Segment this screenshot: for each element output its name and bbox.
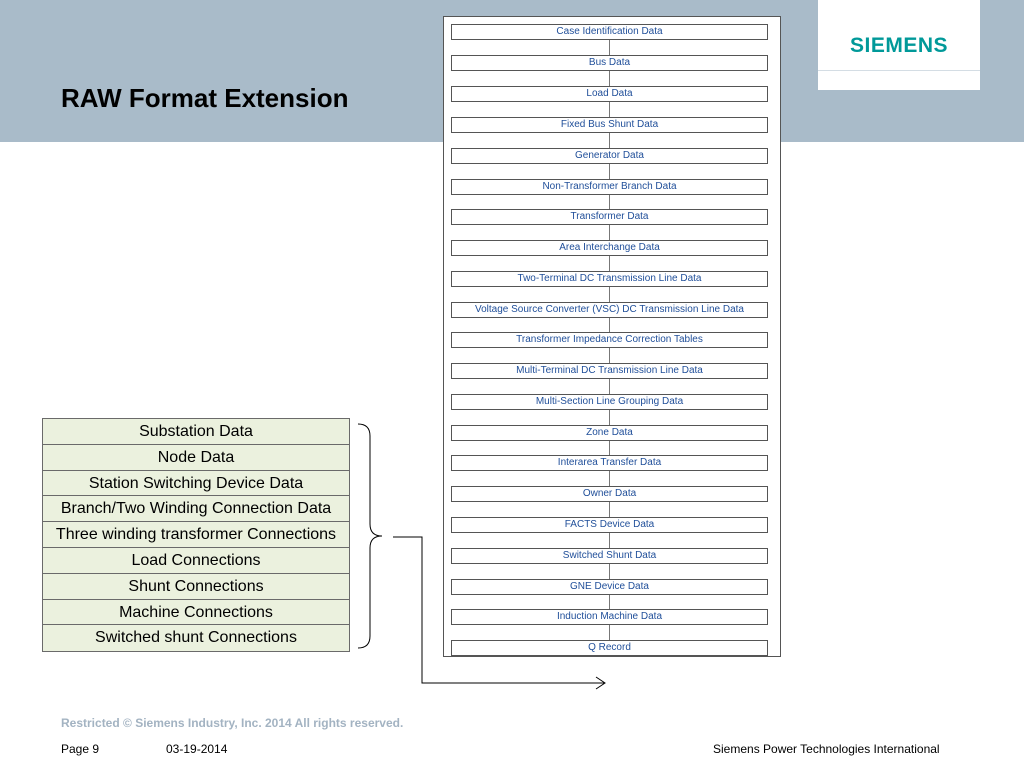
footer-company: Siemens Power Technologies International: [713, 742, 940, 756]
extension-row: Branch/Two Winding Connection Data: [43, 496, 349, 522]
extension-row: Shunt Connections: [43, 574, 349, 600]
raw-section-box: Non-Transformer Branch Data: [451, 179, 768, 195]
page-number: Page 9: [61, 742, 100, 756]
raw-section-box: Voltage Source Converter (VSC) DC Transmission Line Data: [451, 302, 768, 318]
raw-section-box: Load Data: [451, 86, 768, 102]
extension-row: Substation Data: [43, 419, 349, 445]
slide-title: RAW Format Extension: [61, 83, 349, 113]
raw-section-box: Fixed Bus Shunt Data: [451, 117, 768, 133]
raw-section-box: Multi-Terminal DC Transmission Line Data: [451, 363, 768, 379]
raw-section-box: FACTS Device Data: [451, 517, 768, 533]
siemens-logo: SIEMENS: [849, 34, 949, 57]
raw-section-box: Transformer Impedance Correction Tables: [451, 332, 768, 348]
raw-section-box: Transformer Data: [451, 209, 768, 225]
extension-row: Load Connections: [43, 548, 349, 574]
extension-row: Station Switching Device Data: [43, 471, 349, 497]
raw-section-box: Generator Data: [451, 148, 768, 164]
right-brace: [358, 424, 382, 648]
raw-section-box: Induction Machine Data: [451, 609, 768, 625]
raw-section-box: Owner Data: [451, 486, 768, 502]
footer-date: 03-19-2014: [166, 742, 228, 756]
raw-section-box: Area Interchange Data: [451, 240, 768, 256]
raw-section-box: Interarea Transfer Data: [451, 455, 768, 471]
extension-row: Three winding transformer Connections: [43, 522, 349, 548]
raw-section-box: Zone Data: [451, 425, 768, 441]
raw-section-box: Two-Terminal DC Transmission Line Data: [451, 271, 768, 287]
raw-section-box: Switched Shunt Data: [451, 548, 768, 564]
raw-section-box: Bus Data: [451, 55, 768, 71]
raw-section-box: GNE Device Data: [451, 579, 768, 595]
extension-row: Switched shunt Connections: [43, 625, 349, 651]
extension-row: Node Data: [43, 445, 349, 471]
footer-restricted-notice: Restricted © Siemens Industry, Inc. 2014 All rights reserved.: [61, 716, 404, 730]
raw-section-box: Case Identification Data: [451, 24, 768, 40]
raw-section-box: Multi-Section Line Grouping Data: [451, 394, 768, 410]
extension-row: Machine Connections: [43, 600, 349, 626]
raw-section-box: Q Record: [451, 640, 768, 656]
arrow-path: [393, 537, 604, 683]
